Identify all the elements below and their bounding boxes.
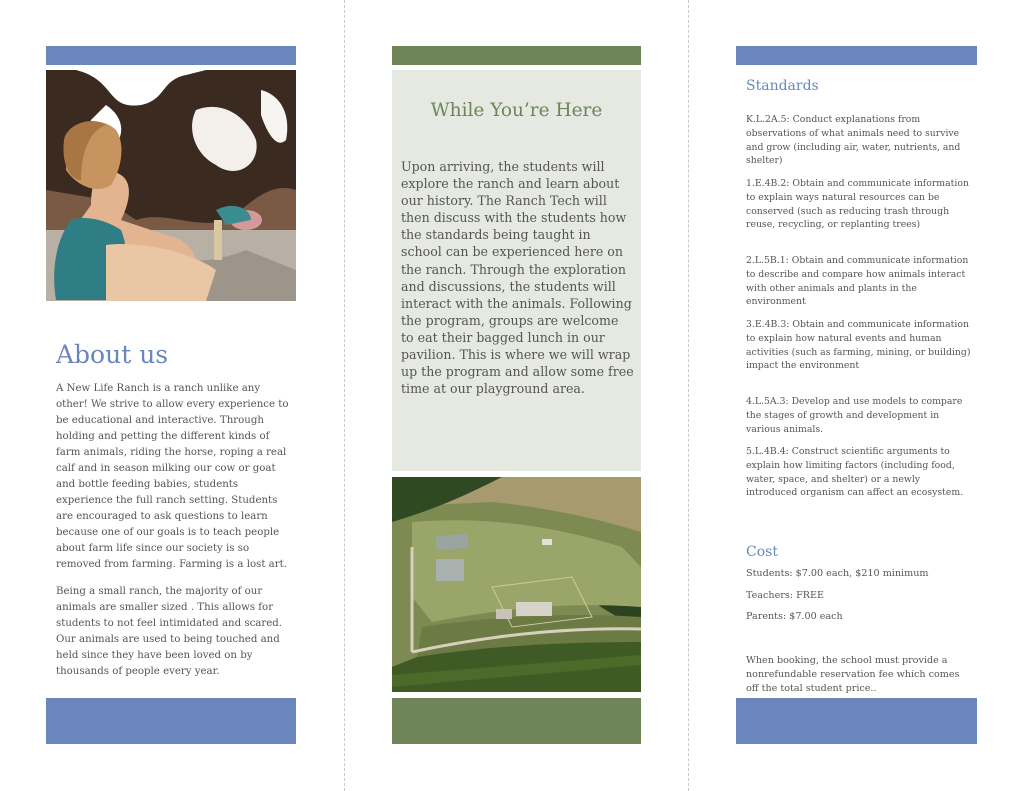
standard-item: 3.E.4B.3: Obtain and communicate information to explain how natural events and human activities (such as farming, mining, or building) impact the environment: [746, 319, 971, 372]
about-paragraph-1: A New Life Ranch is a ranch unlike any other! We strive to allow every experience to be educational and interactive. Through holding and petting the different kinds of farm animals, riding the horse, roping a real calf and in season milking our cow or goat and bottle feeding babies, students experience the full ranch setting. Students are encouraged to ask questions to learn because one of our goals is to teach people about farm life since our society is so removed from farming. Farming is a lost art.: [56, 383, 289, 570]
panel2-top-bar: [392, 46, 641, 65]
girl-milking-cow-photo: [46, 70, 296, 301]
while-youre-here-heading: While You’re Here: [430, 100, 603, 121]
panel2-bottom-bar: [392, 698, 641, 744]
standard-item: K.L.2A.5: Conduct explanations from observations of what animals need to survive and grow (including air, water, nutrients, and shelter): [746, 114, 961, 167]
while-youre-here-text: Upon arriving, the students will explore the ranch and learn about our history. The Ranch Tech will then discuss with the students how the standards being taught in school can be experienced here on the ranch. Through the exploration and discussions, the students will interact with the animals. Following the program, groups are welcome to eat their bagged lunch in our pavilion. This is where we will wrap up the program and allow some free time at our playground area.: [401, 159, 634, 397]
cost-parents: Parents: $7.00 each: [746, 611, 843, 622]
standard-item: 5.L.4B.4: Construct scientific arguments to explain how limiting factors (including food, water, space, and shelter) or a newly introduced organism can affect an ecosystem.: [746, 446, 964, 499]
about-us-heading: About us: [56, 340, 169, 369]
panel1-bottom-bar: [46, 698, 296, 744]
about-paragraph-2: Being a small ranch, the majority of our animals are smaller sized . This allows for students to not feel intimidated and scared. Our animals are used to being touched and held since they have been loved on by thousands of people every year.: [56, 586, 283, 677]
standard-item: 1.E.4B.2: Obtain and communicate information to explain ways natural resources can be conserved (such as reducing trash through reuse, recycling, or replanting trees): [746, 178, 969, 231]
cost-teachers: Teachers: FREE: [746, 590, 824, 601]
fold-line-left: [344, 0, 345, 791]
panel3-top-bar: [736, 46, 977, 65]
fold-line-right: [688, 0, 689, 791]
cost-students: Students: $7.00 each, $210 minimum: [746, 568, 929, 579]
cost-heading: Cost: [746, 544, 778, 560]
standard-item: 4.L.5A.3: Develop and use models to compare the stages of growth and development in various animals.: [746, 396, 963, 435]
standards-heading: Standards: [746, 78, 819, 94]
while-youre-here-box: [392, 70, 641, 471]
standard-item: 2.L.5B.1: Obtain and communicate information to describe and compare how animals interact with other animals and plants in the environment: [746, 255, 969, 308]
ranch-aerial-photo: [392, 477, 641, 692]
panel3-bottom-bar: [736, 698, 977, 744]
panel1-top-bar: [46, 46, 296, 65]
booking-note: When booking, the school must provide a nonrefundable reservation fee which comes off the total student price..: [746, 655, 960, 694]
